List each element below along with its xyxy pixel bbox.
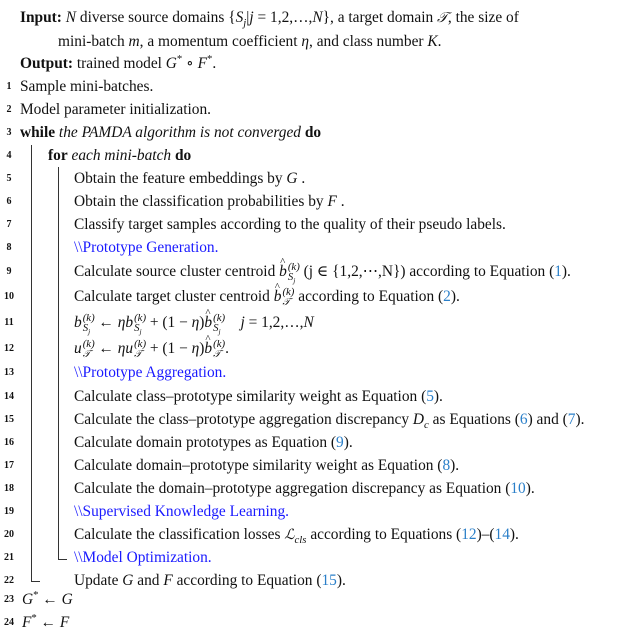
equation-ref-link[interactable]: 9 — [336, 434, 344, 451]
line-text: Classify target samples according to the quality of their pseudo labels. — [74, 216, 506, 233]
line-number: 15 — [4, 414, 14, 425]
momentum-update-source: b (k) $S_j$ ← ηb (k) $S_j$ + (1 − η)^ b (k) $S_j$ j = 1,2,…,N — [74, 311, 314, 334]
line-text: Calculate source cluster centroid ^ b (k) $S_j$ (j ∈ {1,2,⋯,N}) according to Equation (1). — [74, 260, 571, 283]
input-label: Input: — [20, 9, 62, 26]
comment-supervised-knowledge-learning: \\Supervised Knowledge Learning. — [74, 503, 289, 520]
line-text: Calculate the domain–prototype aggregation discrepancy as Equation (10). — [74, 480, 535, 497]
line-number: 14 — [4, 391, 14, 402]
for-condition: each mini-batch — [71, 147, 172, 164]
line-number: 17 — [4, 460, 14, 471]
line-text: Calculate the classification losses ℒ$_{cls}$ according to Equations (12)–(14). — [74, 526, 519, 547]
for-keyword: for — [48, 147, 68, 164]
line-text: Update G and F according to Equation (15). — [74, 572, 346, 589]
line-text: G* ← G — [22, 588, 73, 608]
line-number: 6 — [6, 196, 12, 207]
line-number: 3 — [6, 127, 12, 138]
equation-ref-link[interactable]: 8 — [442, 457, 451, 474]
output-text: trained model G* ∘ F*. — [76, 52, 217, 72]
while-keyword: while — [20, 124, 56, 141]
while-block-end — [31, 581, 40, 582]
for-block-bar — [58, 167, 59, 559]
output-label: Output: — [20, 55, 74, 72]
comment-model-optimization: \\Model Optimization. — [74, 549, 212, 566]
while-condition: the PAMDA algorithm is not converged — [58, 124, 302, 141]
input-text-line1: N diverse source domains {$S_j|j$ = 1,2,…,N}, a target domain 𝒯, the size of — [65, 9, 519, 30]
equation-ref-link[interactable]: 7 — [567, 411, 576, 428]
line-number: 20 — [4, 529, 14, 540]
while-block-bar — [31, 145, 32, 581]
algorithm-input — [20, 6, 519, 53]
comment-prototype-aggregation: \\Prototype Aggregation. — [74, 364, 227, 381]
line-number: 16 — [4, 437, 14, 448]
line-number: 24 — [4, 617, 14, 628]
line-number: 9 — [6, 266, 12, 277]
while-statement — [20, 121, 321, 144]
line-number: 8 — [6, 242, 12, 253]
comment-prototype-generation: \\Prototype Generation. — [74, 239, 219, 256]
for-statement — [48, 144, 191, 167]
do-keyword: do — [174, 147, 192, 164]
equation-ref-link[interactable]: 14 — [494, 526, 510, 543]
equation-ref-link[interactable]: 10 — [510, 480, 526, 497]
line-text: Obtain the feature embeddings by G . — [74, 170, 306, 187]
line-text: Calculate domain prototypes as Equation (9). — [74, 434, 353, 451]
line-text: Sample mini-batches. — [20, 78, 154, 95]
line-number: 23 — [4, 594, 14, 605]
line-text: Calculate the class–prototype aggregation discrepancy $D_c$ as Equations (6) and (7). — [74, 411, 585, 432]
line-text: Obtain the classification probabilities by F . — [74, 193, 345, 210]
line-number: 22 — [4, 575, 14, 586]
line-number: 4 — [6, 150, 12, 161]
line-number: 12 — [4, 343, 14, 354]
line-text: F* ← F — [22, 611, 70, 631]
momentum-update-target: u (k) 𝒯 ← ηu (k) 𝒯 + (1 − η)^ b (k) 𝒯 . — [74, 337, 229, 360]
equation-ref-link[interactable]: 6 — [519, 411, 528, 428]
equation-ref-link[interactable]: 15 — [321, 572, 337, 589]
line-number: 21 — [4, 552, 14, 563]
do-keyword: do — [304, 124, 322, 141]
line-number: 10 — [4, 291, 14, 302]
line-number: 13 — [4, 367, 14, 378]
line-text: Calculate target cluster centroid ^ b (k) 𝒯 according to Equation (2). — [74, 285, 460, 308]
line-number: 5 — [6, 173, 12, 184]
line-number: 7 — [6, 219, 12, 230]
line-number: 19 — [4, 506, 14, 517]
line-number: 1 — [6, 81, 12, 92]
equation-ref-link[interactable]: 2 — [443, 288, 451, 305]
equation-ref-link[interactable]: 1 — [554, 263, 562, 280]
line-number: 2 — [6, 104, 12, 115]
line-number: 18 — [4, 483, 14, 494]
input-text-line2: mini-batch m, a momentum coefficient η, and class number K. — [58, 33, 442, 50]
line-text: Calculate class–prototype similarity weight as Equation (5). — [74, 388, 443, 405]
for-block-end — [58, 559, 67, 560]
equation-ref-link[interactable]: 12 — [461, 526, 477, 543]
line-number: 11 — [4, 317, 14, 328]
equation-ref-link[interactable]: 5 — [426, 388, 434, 405]
line-text: Calculate domain–prototype similarity weight as Equation (8). — [74, 457, 460, 474]
algorithm-output — [20, 52, 216, 75]
line-text: Model parameter initialization. — [20, 101, 212, 118]
